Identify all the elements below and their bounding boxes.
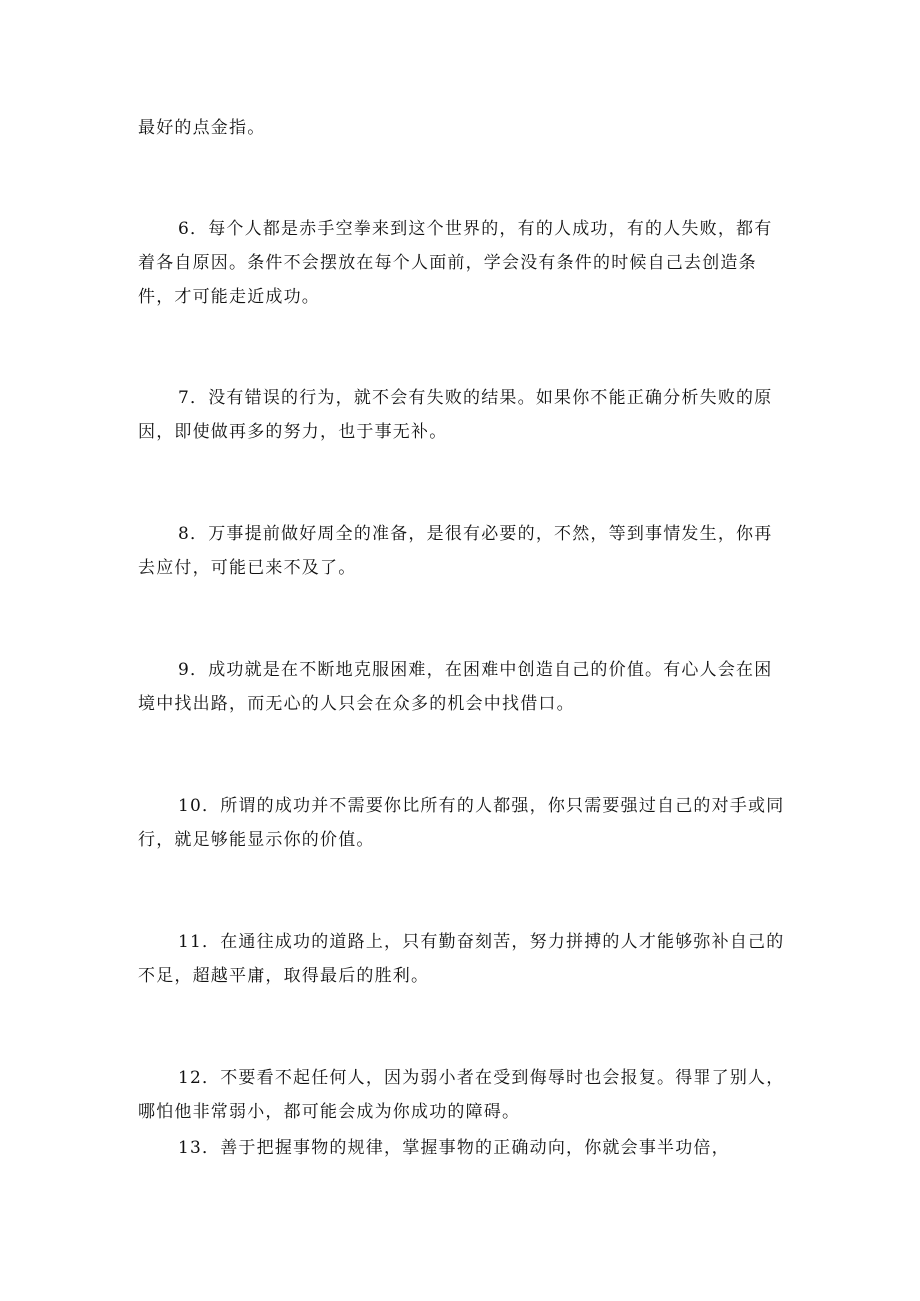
paragraph-item-7: 7．没有错误的行为，就不会有失败的结果。如果你不能正确分析失败的原因，即使做再多的努力，也于事无补。 bbox=[138, 388, 773, 442]
paragraph-item-9: 9．成功就是在不断地克服困难，在困难中创造自己的价值。有心人会在困境中找出路，而无心的人只会在众多的机会中找借口。 bbox=[138, 660, 773, 714]
paragraph-item-11: 11．在通往成功的道路上，只有勤奋刻苦，努力拼搏的人才能够弥补自己的不足，超越平庸，取得最后的胜利。 bbox=[138, 932, 785, 986]
paragraph-item-8: 8．万事提前做好周全的准备，是很有必要的，不然，等到事情发生，你再去应付，可能已来不及了。 bbox=[138, 524, 773, 578]
paragraph-item-13: 13．善于把握事物的规律，掌握事物的正确动向，你就会事半功倍， bbox=[178, 1138, 730, 1158]
paragraph-item-6: 6．每个人都是赤手空拳来到这个世界的，有的人成功，有的人失败，都有着各自原因。条件不会摆放在每个人面前，学会没有条件的时候自己去创造条件，才可能走近成功。 bbox=[138, 219, 773, 307]
paragraph-item-10: 10．所谓的成功并不需要你比所有的人都强，你只需要强过自己的对手或同行，就足够能显示你的价值。 bbox=[138, 796, 785, 850]
paragraph-item-12: 12．不要看不起任何人，因为弱小者在受到侮辱时也会报复。得罪了别人，哪怕他非常弱小，都可能会成为你成功的障碍。 bbox=[138, 1068, 785, 1122]
paragraph-continuation: 最好的点金指。 bbox=[138, 118, 266, 138]
